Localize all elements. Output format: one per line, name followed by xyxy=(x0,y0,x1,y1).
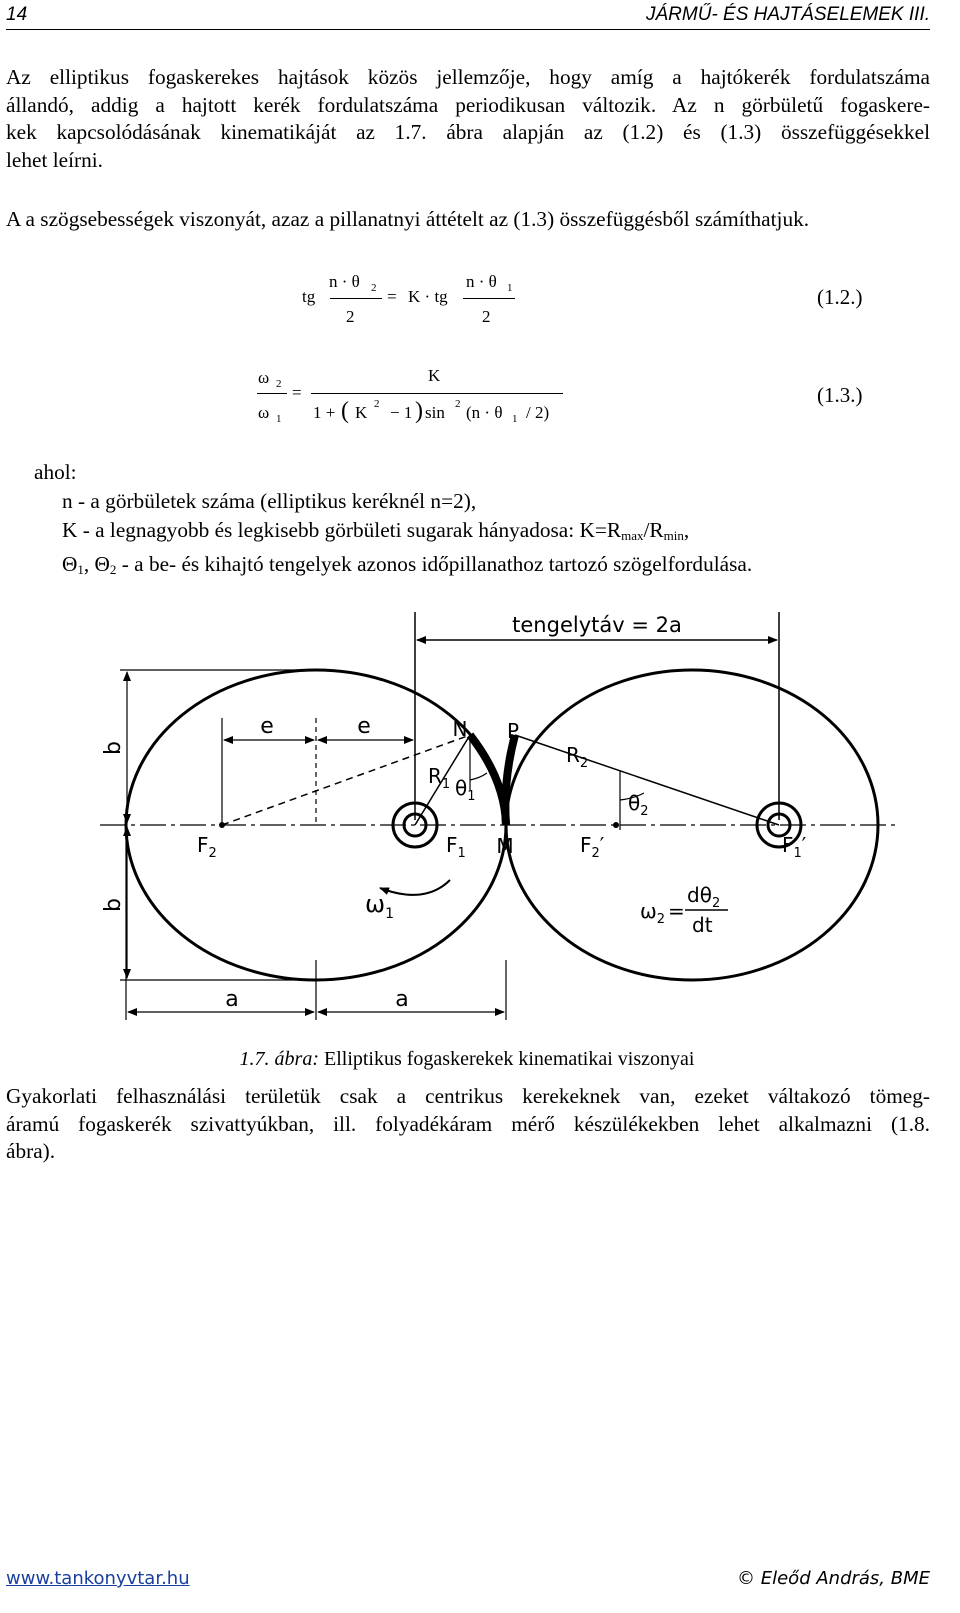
f1-label: $F_1$ xyxy=(446,833,466,861)
eq13-frac-line-left xyxy=(257,393,287,394)
a-label-right: a xyxy=(395,987,409,1012)
eq13-equals: = xyxy=(292,383,302,402)
contact-arc-left xyxy=(470,735,506,825)
closing-paragraph xyxy=(6,1083,930,1166)
a-label-left: a xyxy=(225,987,239,1012)
e-label-left: e xyxy=(260,714,274,739)
eq13-den-arg-sub: 1 xyxy=(512,413,518,425)
eq13-omega-top-sub: 2 xyxy=(276,378,282,390)
page-header xyxy=(6,4,930,28)
f2-prime-label: $F_2'$ xyxy=(580,833,605,861)
point-n-label: N xyxy=(452,717,468,741)
definitions xyxy=(34,458,752,584)
page-number: 14 xyxy=(6,4,28,25)
ratio-paragraph xyxy=(6,206,930,234)
f2-label: $F_2$ xyxy=(197,833,217,861)
caption-label: 1.7. ábra: xyxy=(239,1048,319,1070)
eq13-den-sin: sin xyxy=(425,403,445,422)
e-label-right: e xyxy=(357,714,371,739)
eq12-equals: = xyxy=(387,287,397,306)
eq12-num-right: n · θ xyxy=(466,272,497,291)
page-footer xyxy=(6,1568,930,1596)
point-p-label: P xyxy=(506,719,520,743)
focus-f2-dot xyxy=(219,822,225,828)
eq12-sub-left: 2 xyxy=(371,282,377,294)
definition-k: K - a legnagyobb és legkisebb görbületi sugarak hányadosa: $K=R_{max}/R_{min}$, xyxy=(62,518,690,543)
eq12-den-left: 2 xyxy=(346,307,355,326)
eq13-paren-close: ) xyxy=(415,398,423,424)
eq13-den-arg: (n · θ xyxy=(466,403,503,422)
eq13-den-minus-one: − 1 xyxy=(390,403,413,422)
eq13-den-k-sup: 2 xyxy=(374,398,380,410)
intro-line: Az elliptikus fogaskerekes hajtások közös jellemzője, hogy amíg a hajtókerék fordulatszáma xyxy=(6,65,930,89)
intro-paragraph xyxy=(6,64,930,174)
eq12-den-right: 2 xyxy=(482,307,491,326)
b-label-bottom: b xyxy=(101,898,126,912)
theta1-arc xyxy=(470,773,487,780)
elliptic-gears-figure xyxy=(0,600,934,1040)
eq13-den-arg-end: / 2) xyxy=(526,403,550,422)
definition-n: n - a görbületek száma (elliptikus keréknél n=2), xyxy=(62,489,477,513)
f1-prime-label: $F_1'$ xyxy=(782,833,807,861)
focus-f2-prime-dot xyxy=(613,822,619,828)
eq13-den-sin-sup: 2 xyxy=(455,398,461,410)
eq12-frac-line-right xyxy=(463,298,515,299)
eq13-omega-bottom: ω xyxy=(258,403,270,422)
intro-line: lehet leírni. xyxy=(6,147,103,172)
eq12-sub-right: 1 xyxy=(507,282,513,294)
eq12-k-tg: K · tg xyxy=(408,287,448,306)
footer-link[interactable]: www.tankonyvtar.hu xyxy=(6,1568,190,1589)
caption-text: Elliptikus fogaskerekek kinematikai viszonyai xyxy=(318,1048,695,1070)
closing-line: Gyakorlati felhasználási területük csak a centrikus kerekeknek van, ezeket váltakozó tömeg- xyxy=(6,1084,930,1108)
omega1-label: $\omega_1$ xyxy=(365,890,395,922)
omega2-denominator: dt xyxy=(692,913,713,937)
point-m-label: M xyxy=(496,834,514,858)
intro-line: kek kapcsolódásának kinematikáját az 1.7. ábra alapján az (1.2) és (1.3) összefüggésekkel xyxy=(6,120,930,144)
omega2-numerator: $d\theta_2$ xyxy=(687,883,721,911)
eq13-numerator: K xyxy=(428,366,441,385)
figure-caption xyxy=(0,1048,934,1071)
ratio-line: A a szögsebességek viszonyát, azaz a pillanatnyi áttételt az (1.3) összefüggésből számíthatjuk. xyxy=(6,207,810,231)
axis-distance-label: tengelytáv = 2a xyxy=(512,613,682,637)
eq13-omega-top: ω xyxy=(258,368,270,387)
eq13-den-k: K xyxy=(355,403,368,422)
closing-line: áramú fogaskerék szivattyúkban, ill. folyadékáram mérő készülékekben lehet alkalmazni (1.8. xyxy=(6,1111,930,1136)
eq13-number: (1.3.) xyxy=(817,383,863,407)
intro-line: állandó, addig a hajtott kerék fordulatszáma periodikusan változik. Az n görbületű fogaskere- xyxy=(6,92,930,117)
eq13-omega-bottom-sub: 1 xyxy=(276,413,282,425)
theta2-label: $\theta_2$ xyxy=(628,791,649,819)
eq13-frac-line-right xyxy=(311,393,563,394)
definitions-intro: ahol: xyxy=(34,460,77,484)
eq13-paren-open: ( xyxy=(341,398,349,424)
definition-theta: $\Theta_1$, $\Theta_2$ - a be- és kihajtó tengelyek azonos időpillanathoz tartozó szögelfordulása. xyxy=(62,552,753,577)
omega2-label: $\omega_2$ = xyxy=(640,899,685,927)
book-title: JÁRMŰ- ÉS HAJTÁSELEMEK III. xyxy=(646,4,930,25)
omega1-rotation-arrow xyxy=(380,880,450,895)
eq12-frac-line-left xyxy=(330,298,382,299)
r1-label: $R_1$ xyxy=(428,764,451,792)
eq12-number: (1.2.) xyxy=(817,285,863,309)
footer-copyright: © Eleőd András, BME xyxy=(737,1568,930,1589)
eq13-den-one: 1 + xyxy=(313,403,336,422)
r2-label: $R_2$ xyxy=(566,743,589,771)
eq12-tg: tg xyxy=(302,287,316,306)
eq12-num-left: n · θ xyxy=(329,272,360,291)
closing-line: ábra). xyxy=(6,1139,56,1163)
b-label-top: b xyxy=(101,741,126,755)
header-rule xyxy=(6,29,930,30)
theta1-label: $\theta_1$ xyxy=(455,776,476,804)
